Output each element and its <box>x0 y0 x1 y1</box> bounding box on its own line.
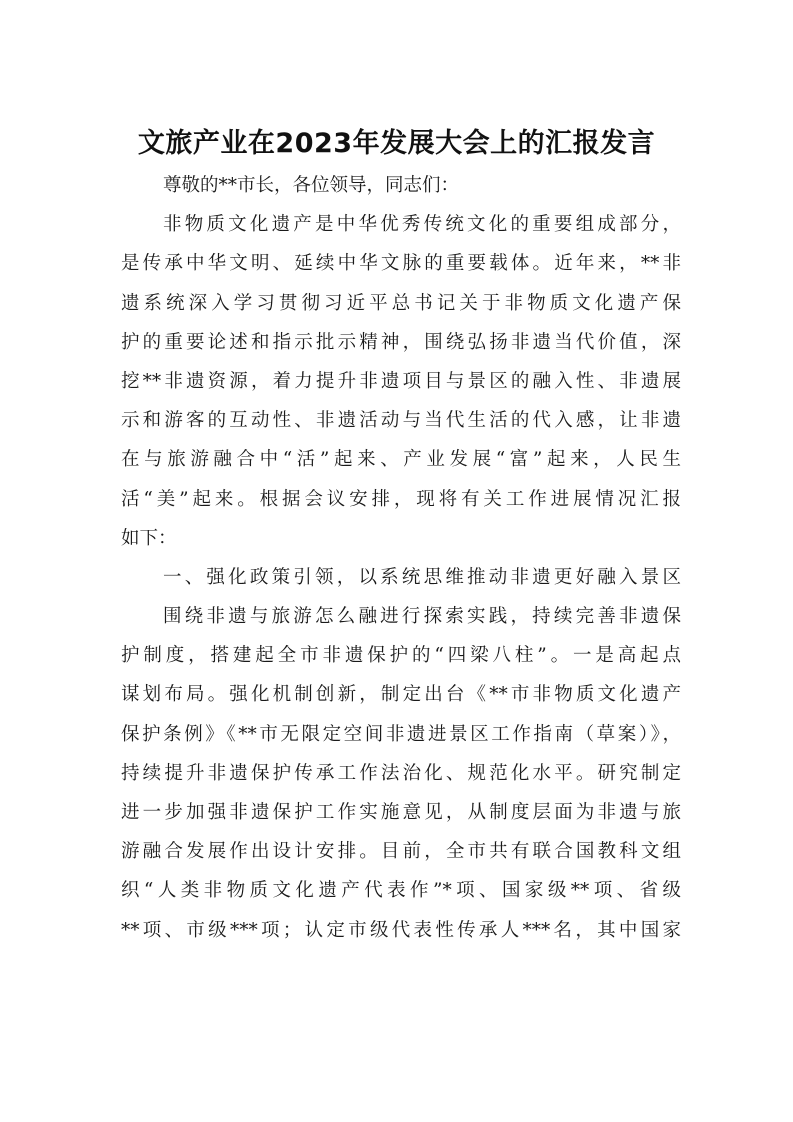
text-line: 游融合发展作出设计安排。目前，全市共有联合国教科文组 <box>121 841 681 863</box>
text-line: 一、强化政策引领，以系统思维推动非遗更好融入景区 <box>163 566 681 588</box>
text-line: 在与旅游融合中“活”起来、产业发展“富”起来，人民生 <box>121 449 681 471</box>
text-line: 是传承中华文明、延续中华文脉的重要载体。近年来，**非 <box>121 253 681 275</box>
text-line: 织“人类非物质文化遗产代表作”*项、国家级**项、省级 <box>121 880 681 902</box>
text-line: 挖**非遗资源，着力提升非遗项目与景区的融入性、非遗展 <box>121 370 681 392</box>
text-line: 围绕非遗与旅游怎么融进行探索实践，持续完善非遗保 <box>163 606 681 628</box>
text-line: 遗系统深入学习贯彻习近平总书记关于非物质文化遗产保 <box>121 292 681 314</box>
text-line: 如下： <box>121 527 177 549</box>
text-line: 进一步加强非遗保护工作实施意见，从制度层面为非遗与旅 <box>121 802 681 823</box>
text-line: 活“美”起来。根据会议安排，现将有关工作进展情况汇报 <box>121 488 681 510</box>
text-line: 保护条例》《**市无限定空间非遗进景区工作指南（草案）》， <box>121 723 681 745</box>
text-line: 非物质文化遗产是中华优秀传统文化的重要组成部分， <box>163 214 681 236</box>
text-line: 谋划布局。强化机制创新，制定出台《**市非物质文化遗产 <box>121 684 681 706</box>
text-line: 护的重要论述和指示批示精神，围绕弘扬非遗当代价值，深 <box>121 331 681 353</box>
text-line: 示和游客的互动性、非遗活动与当代生活的代入感，让非遗 <box>121 410 681 432</box>
document-body <box>121 166 681 950</box>
text-line: **项、市级***项；认定市级代表性传承人***名，其中国家 <box>121 919 681 941</box>
text-line: 护制度，搭建起全市非遗保护的“四梁八柱”。一是高起点 <box>121 645 681 667</box>
text-line: 持续提升非遗保护传承工作法治化、规范化水平。研究制定 <box>121 762 681 784</box>
document-title: 文旅产业在2023年发展大会上的汇报发言 <box>137 128 656 159</box>
text-line: 尊敬的**市长，各位领导，同志们： <box>163 175 460 196</box>
